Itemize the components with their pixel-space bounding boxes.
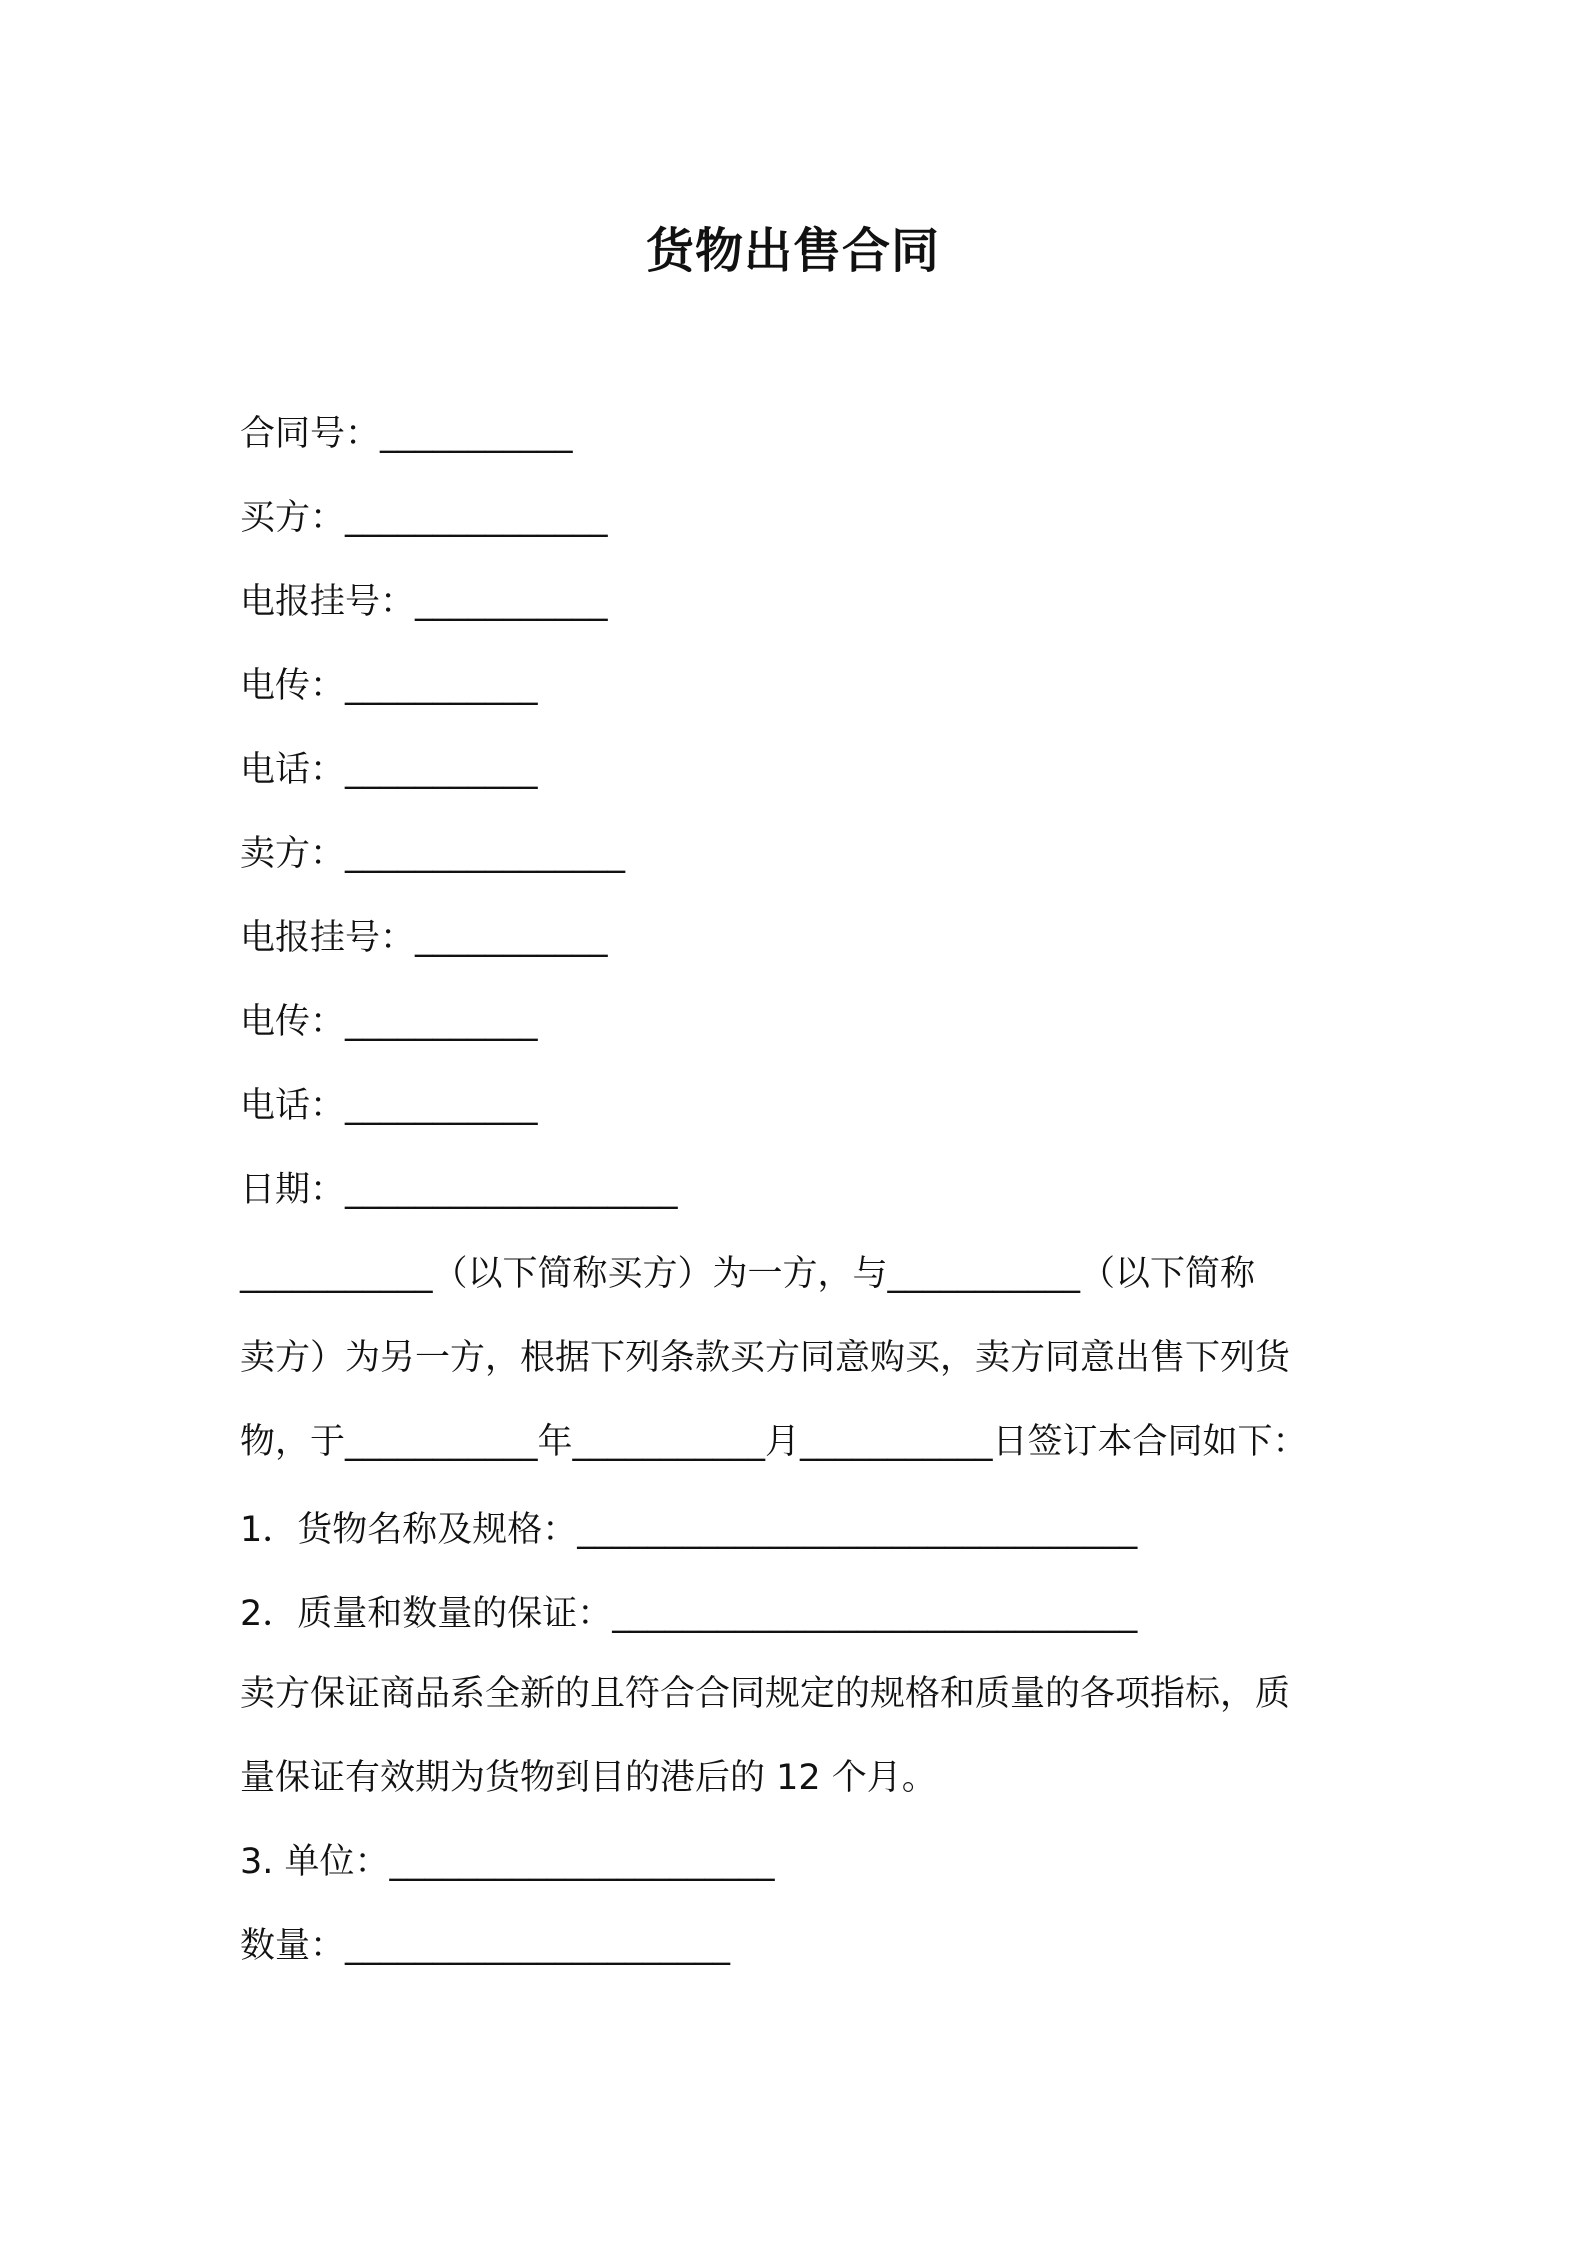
clause-quality-guarantee: 2．质量和数量的保证：______________________________ [240, 1594, 1138, 1634]
clause-goods-name: 1．货物名称及规格：________________________________ [240, 1510, 1138, 1550]
contract-number-field: 合同号：___________ [240, 414, 573, 454]
buyer-field: 买方：_______________ [240, 498, 608, 538]
buyer-telex-field: 电传：___________ [240, 666, 538, 706]
intro-paragraph-line-3: 物，于___________年___________月___________日签订本合同如下： [240, 1422, 1308, 1462]
intro-paragraph-line-1: ___________（以下简称买方）为一方，与___________（以下简称 [240, 1254, 1256, 1294]
seller-telex-field: 电传：___________ [240, 1002, 538, 1042]
document-title: 货物出售合同 [645, 223, 940, 279]
buyer-telegraph-field: 电报挂号：___________ [240, 582, 608, 622]
buyer-phone-field: 电话：___________ [240, 750, 538, 790]
date-field: 日期：___________________ [240, 1170, 678, 1210]
seller-phone-field: 电话：___________ [240, 1086, 538, 1126]
quality-paragraph-line-2: 量保证有效期为货物到目的港后的 12 个月。 [240, 1758, 937, 1798]
quantity-field: 数量：______________________ [240, 1926, 731, 1966]
quality-paragraph-line-1: 卖方保证商品系全新的且符合合同规定的规格和质量的各项指标，质 [240, 1674, 1291, 1714]
clause-unit: 3. 单位：______________________ [240, 1842, 775, 1882]
seller-field: 卖方：________________ [240, 834, 626, 874]
intro-paragraph-line-2: 卖方）为另一方，根据下列条款买方同意购买，卖方同意出售下列货 [240, 1338, 1291, 1378]
seller-telegraph-field: 电报挂号：___________ [240, 918, 608, 958]
